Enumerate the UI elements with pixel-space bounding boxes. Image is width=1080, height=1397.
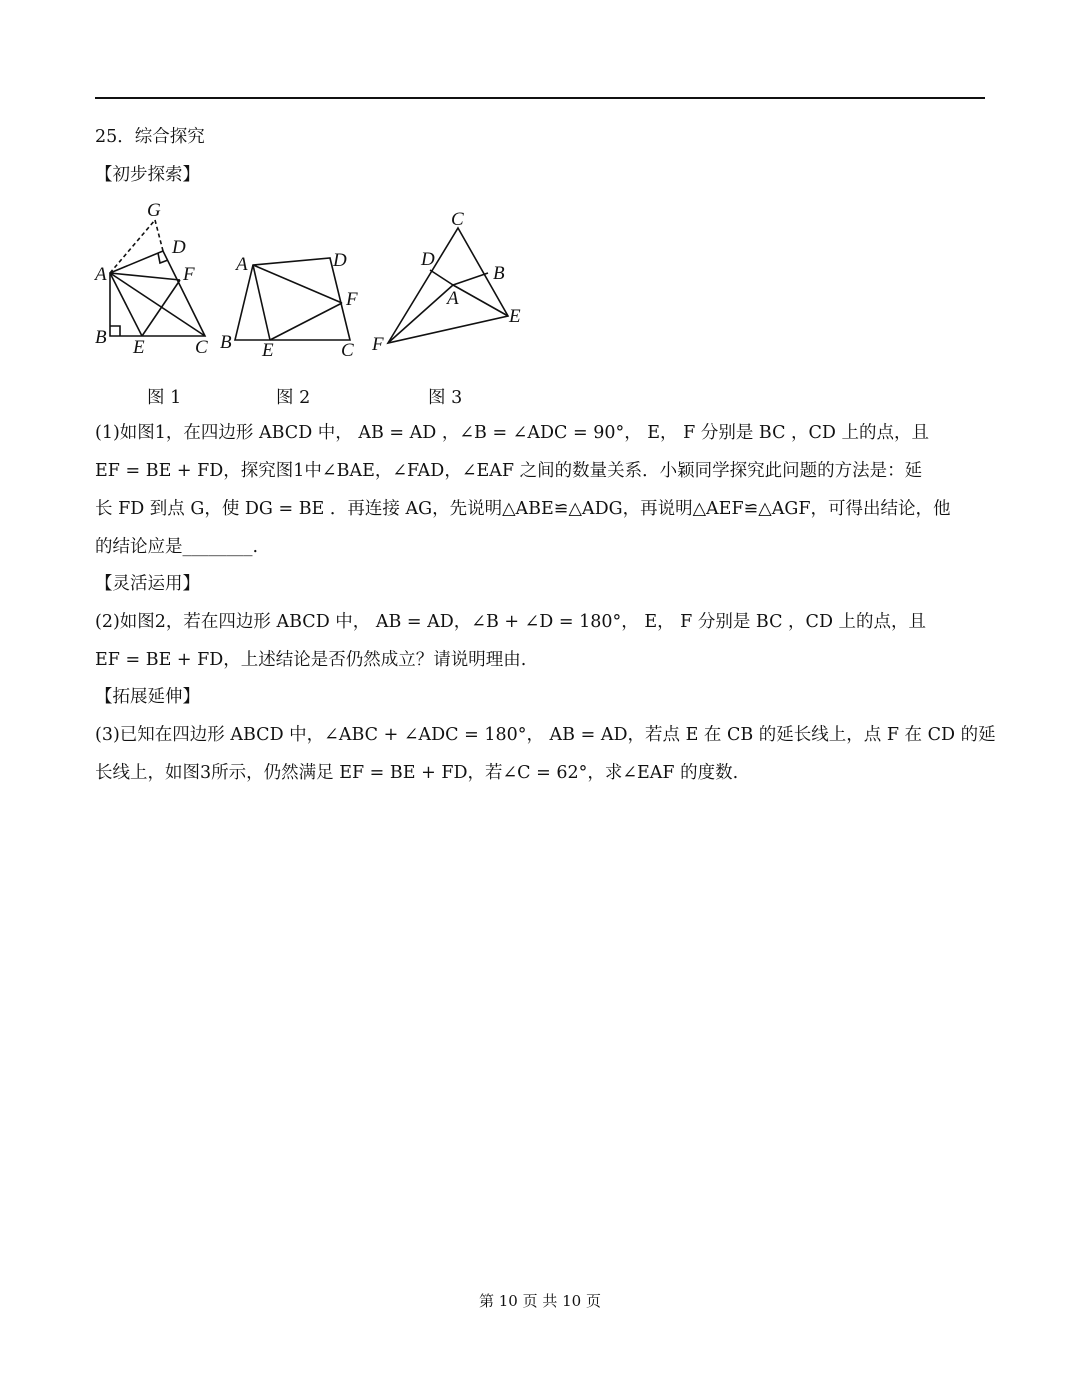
page-footer: 第 10 页 共 10 页: [478, 1292, 601, 1310]
fig3-label-C: C: [451, 209, 464, 230]
problem-title: 25．综合探究: [95, 127, 205, 147]
figures-area: [90, 198, 550, 362]
fig1-label-E: E: [133, 337, 145, 358]
q2-line-1: (2)如图2，若在四边形 ABCD 中， AB = AD，∠B + ∠D = 180°， E， F 分别是 BC ，CD 上的点，且: [95, 612, 927, 632]
q2-line-2: EF = BE + FD，上述结论是否仍然成立？请说明理由.: [95, 650, 527, 670]
section-initial-exploration: 【初步探索】: [95, 165, 200, 185]
q3-line-1: (3)已知在四边形 ABCD 中，∠ABC + ∠ADC = 180°， AB = AD，若点 E 在 CB 的延长线上，点 F 在 CD 的延: [95, 725, 996, 745]
q3-line-2: 长线上，如图3所示，仍然满足 EF = BE + FD，若∠C = 62°，求∠EAF 的度数.: [95, 763, 739, 783]
fig3-label-A: A: [447, 288, 459, 309]
fig1-label-B: B: [95, 327, 107, 348]
fig1-label-G: G: [147, 200, 161, 221]
fig2-label-B: B: [220, 332, 232, 353]
fig3-label-B: B: [493, 263, 505, 284]
q1-line-3: 长 FD 到点 G，使 DG = BE ．再连接 AG，先说明△ABE≌△ADG，再说明△AEF≌△AGF，可得出结论，他: [95, 499, 951, 519]
figure-2-caption: 图 2: [276, 388, 311, 408]
top-rule: [95, 97, 985, 99]
section-flexible-application: 【灵活运用】: [95, 574, 200, 594]
fig2-label-C: C: [341, 340, 354, 358]
fig1-label-D: D: [172, 237, 186, 258]
figure-3-caption: 图 3: [428, 388, 463, 408]
fig2-label-E: E: [262, 340, 274, 358]
fig3-label-E: E: [509, 306, 521, 327]
section-extension: 【拓展延伸】: [95, 687, 200, 707]
q1-line-4: 的结论应是________.: [95, 537, 259, 557]
fig2-label-F: F: [346, 289, 358, 310]
fig2-label-A: A: [236, 254, 248, 275]
geometry-figures: [90, 198, 550, 358]
fig3-label-D: D: [421, 249, 435, 270]
fig1-label-C: C: [195, 337, 208, 358]
fig1-label-F: F: [183, 264, 195, 285]
q1-line-2: EF = BE + FD，探究图1中∠BAE，∠FAD，∠EAF 之间的数量关系．小颖同学探究此问题的方法是：延: [95, 461, 923, 481]
q1-line-1: (1)如图1，在四边形 ABCD 中， AB = AD ，∠B = ∠ADC = 90°， E， F 分别是 BC ，CD 上的点，且: [95, 423, 929, 443]
figure-3-drawing: [388, 228, 508, 343]
fig1-label-A: A: [95, 264, 107, 285]
fig3-label-F: F: [372, 334, 384, 355]
figure-1-caption: 图 1: [147, 388, 182, 408]
fig2-label-D: D: [333, 250, 347, 271]
